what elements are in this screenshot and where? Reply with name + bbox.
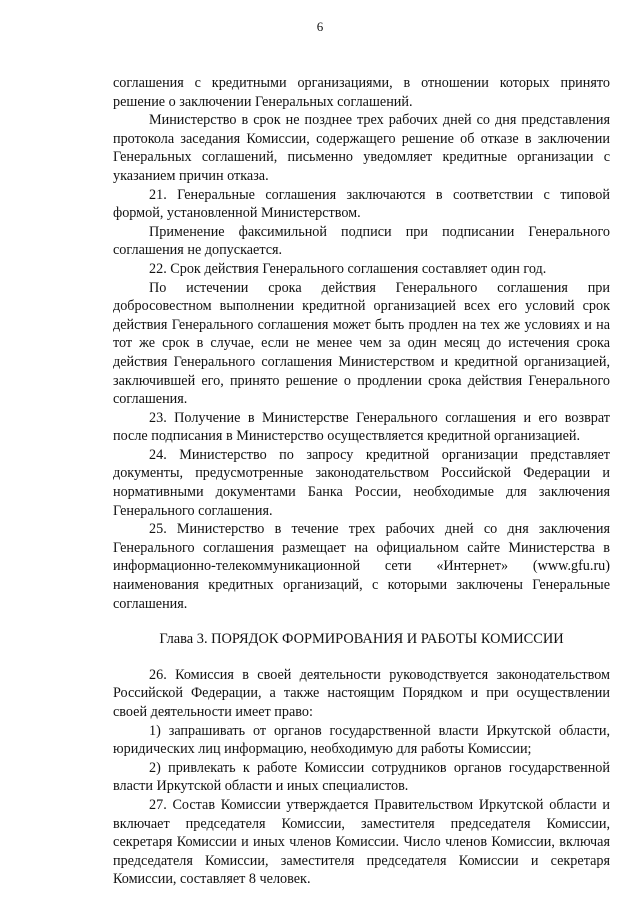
paragraph: Министерство в срок не позднее трех рабочих дней со дня представления протокола заседания Комиссии, содержащего решение об отказе в заключении Генеральных соглашений, письменно уведомляет кредитные организации с указанием причин отказа.: [113, 112, 610, 184]
document-body: [113, 74, 610, 889]
list-item: 2) привлекать к работе Комиссии сотрудников органов государственной власти Иркутской области и иных специалистов.: [113, 759, 610, 795]
page-number: 6: [316, 19, 324, 34]
paragraph: 26. Комиссия в своей деятельности руководствуется законодательством Российской Федерации, а также настоящим Порядком и при осуществлении своей деятельности имеет право:: [113, 666, 610, 720]
paragraph: соглашения с кредитными организациями, в отношении которых принято решение о заключении Генеральных соглашений.: [113, 75, 610, 110]
paragraph: 25. Министерство в течение трех рабочих дней со дня заключения Генерального соглашения размещает на официальном сайте Министерства в информационно-телекоммуникационной сети «Интернет» (www.gfu.ru) наименования кредитных организаций, с которыми заключены Генеральные соглашения.: [113, 521, 610, 612]
paragraph: 22. Срок действия Генерального соглашения составляет один год.: [149, 260, 547, 277]
paragraph: Применение факсимильной подписи при подписании Генерального соглашения не допускается.: [113, 223, 610, 259]
paragraph: 23. Получение в Министерстве Генерального соглашения и его возврат после подписания в Министерство осуществляется кредитной организацией.: [113, 409, 610, 445]
chapter-heading: Глава 3. ПОРЯДОК ФОРМИРОВАНИЯ И РАБОТЫ КОМИССИИ: [159, 631, 564, 648]
paragraph: 24. Министерство по запросу кредитной организации представляет документы, предусмотренные законодательством Российской Федерации и нормативными документами Банка России, необходимые для заключения Генерального соглашения.: [113, 446, 610, 519]
paragraph: 27. Состав Комиссии утверждается Правительством Иркутской области и включает председателя Комиссии, заместителя председателя Комиссии, секретаря Комиссии и иных членов Комиссии. Число членов Комиссии, включая председателя Комиссии, заместителя председателя Комиссии и секретаря Комиссии, составляет 8 человек.: [113, 796, 610, 888]
list-item: 1) запрашивать от органов государственной власти Иркутской области, юридических лиц информацию, необходимую для работы Комиссии;: [113, 722, 610, 758]
paragraph: 21. Генеральные соглашения заключаются в соответствии с типовой формой, установленной Министерством.: [113, 186, 610, 222]
paragraph: По истечении срока действия Генерального соглашения при добросовестном выполнении кредитной организацией всех его условий срок действия Генерального соглашения может быть продлен на тех же условиях и на тот же срок в случае, если не менее чем за один месяц до истечения срока действия Генерального соглашения Министерством и кредитной организацией, заключившей его, принято решение о продлении срока действия Генерального соглашения.: [113, 279, 610, 408]
